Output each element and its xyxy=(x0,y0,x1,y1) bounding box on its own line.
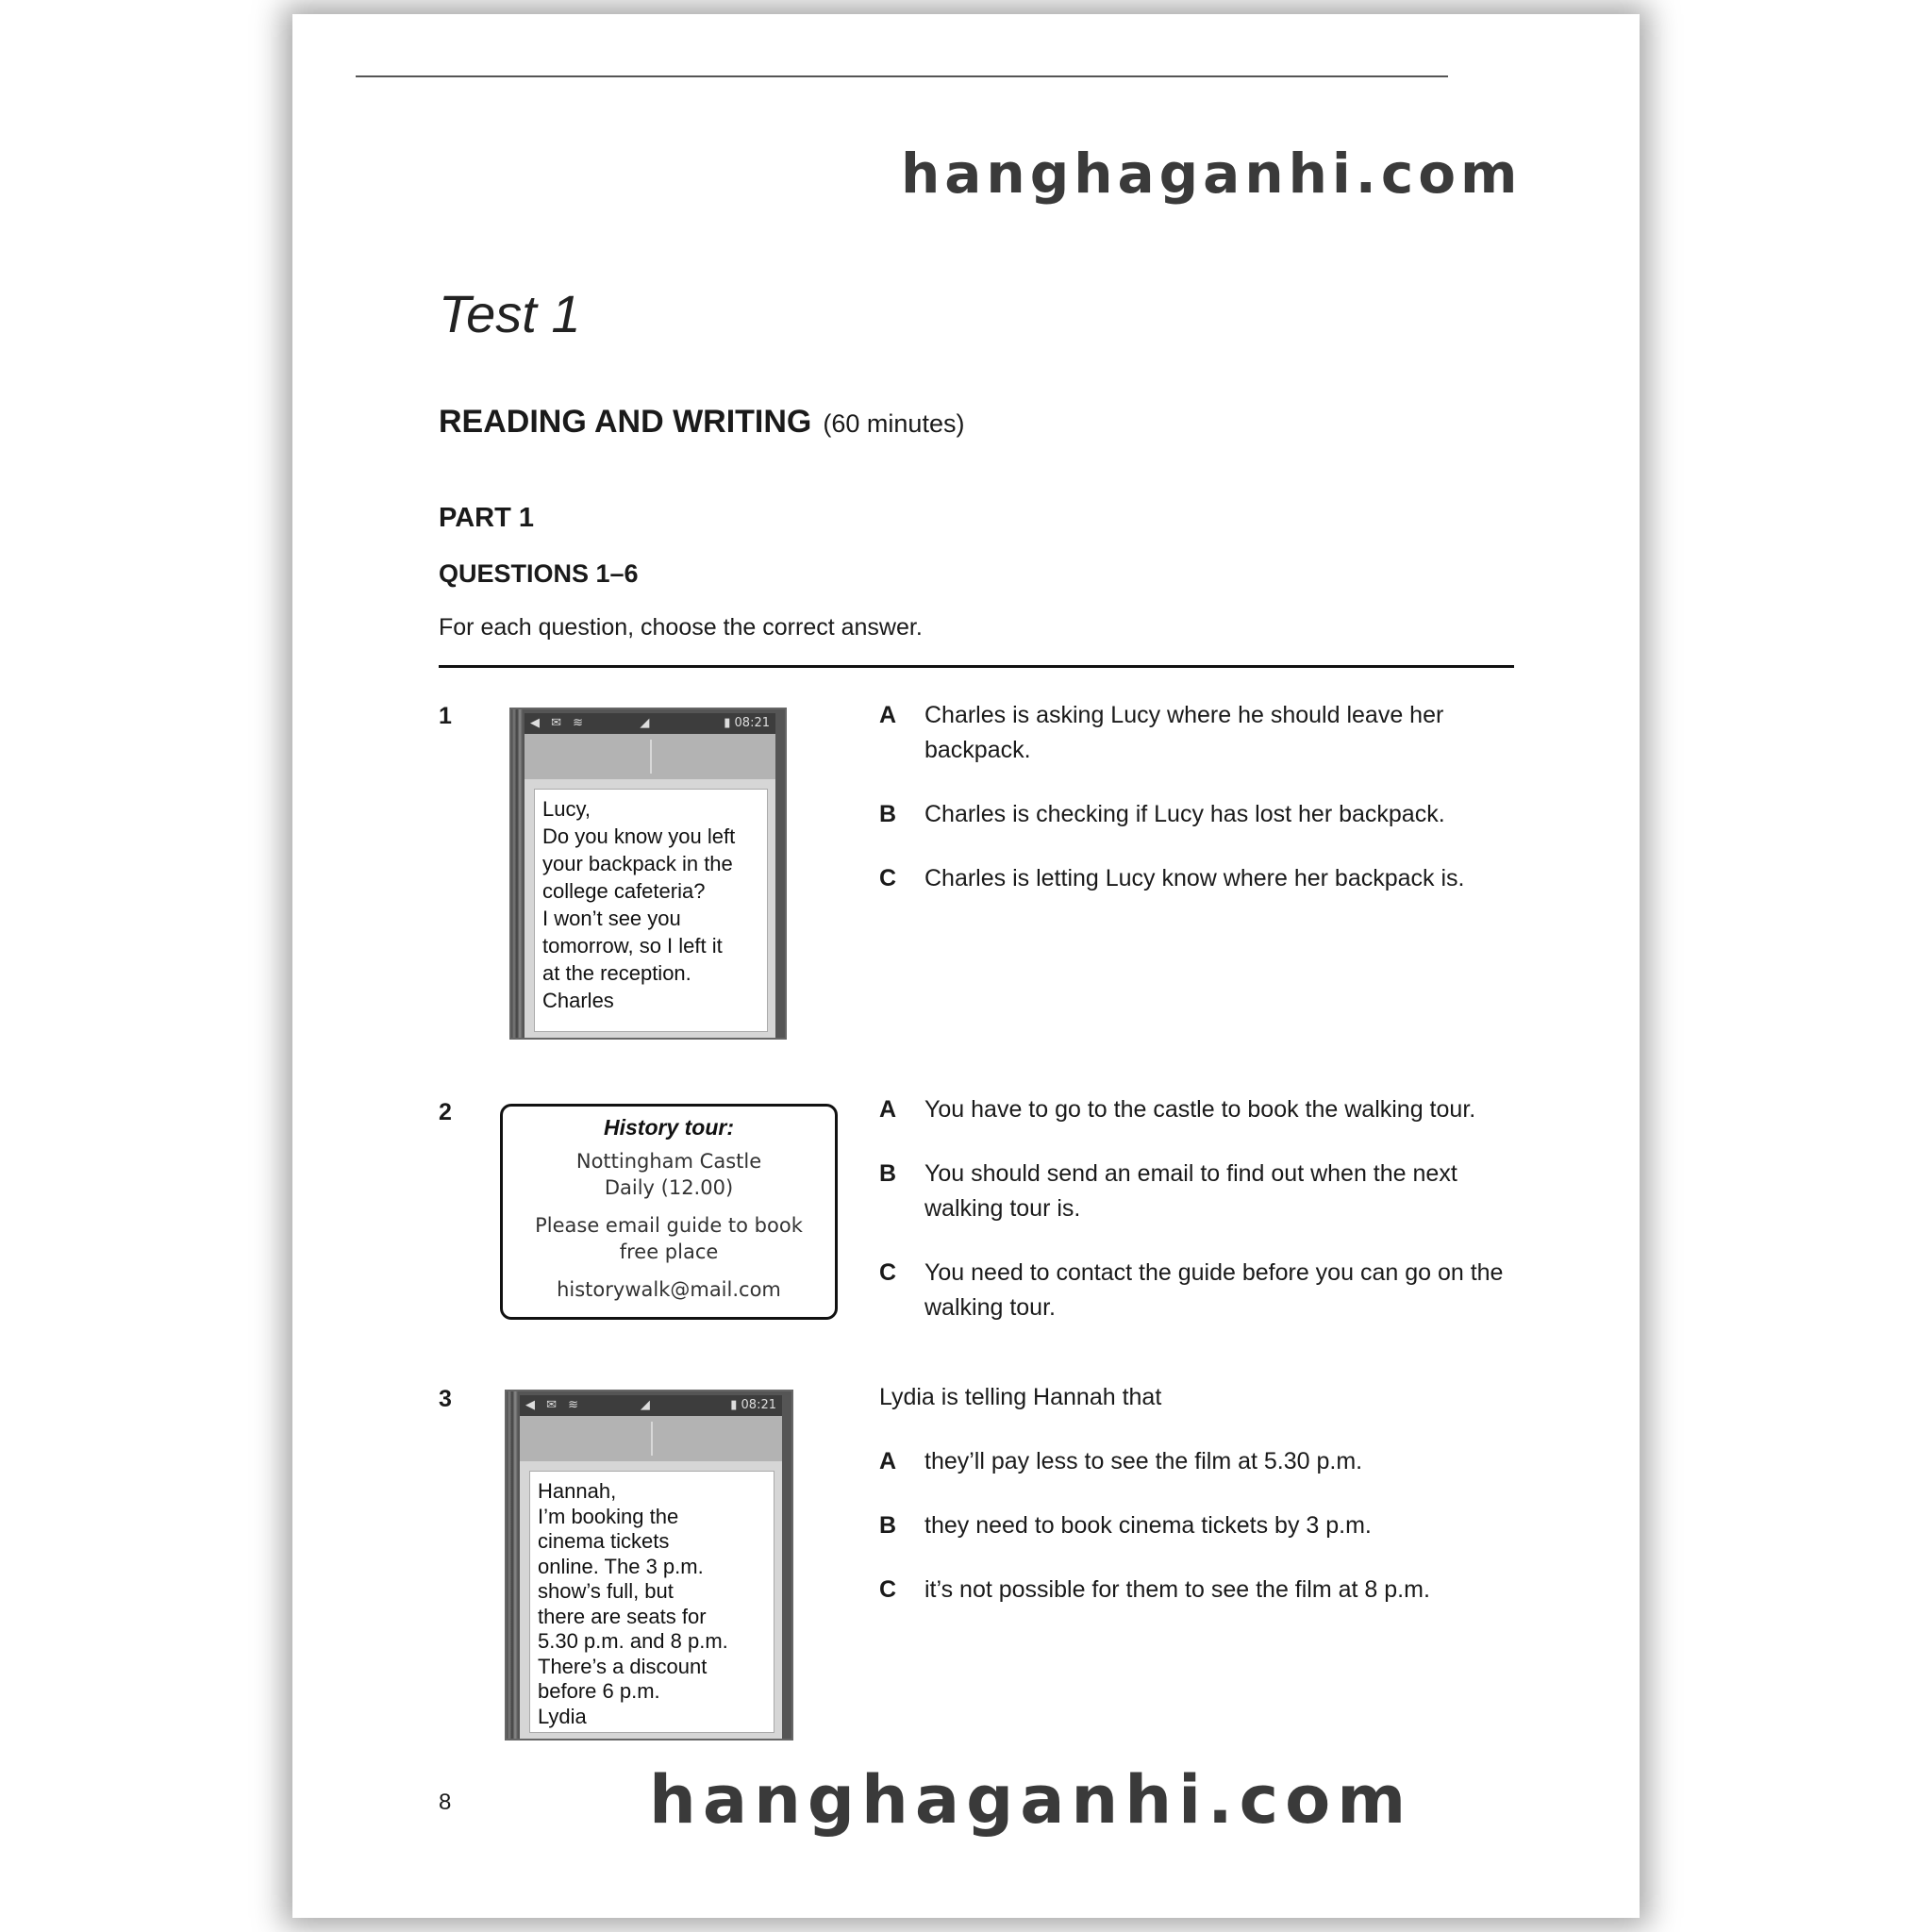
notice-line: Daily (12.00) xyxy=(604,1176,734,1199)
message-line: Do you know you left xyxy=(542,824,736,848)
answer-option-c[interactable]: C it’s not possible for them to see the film at 8 p.m. xyxy=(879,1576,1430,1603)
message-line: college cafeteria? xyxy=(542,879,706,903)
message-line: I won’t see you xyxy=(542,907,681,930)
answer-option-b[interactable]: B Charles is checking if Lucy has lost her backpack. xyxy=(879,801,1445,827)
answer-options xyxy=(879,1380,1521,1637)
phone-screen xyxy=(520,1461,782,1739)
message-line: at the reception. xyxy=(542,961,691,985)
phone-app-bar xyxy=(520,1416,782,1461)
status-time: ▮ 08:21 xyxy=(730,1398,776,1412)
message-line: there are seats for xyxy=(538,1604,707,1628)
notice-line: Nottingham Castle xyxy=(575,1150,762,1173)
section-title: READING AND WRITING xyxy=(439,404,812,440)
status-icons: ◀ ✉ ≋ xyxy=(525,1398,583,1412)
header-rule xyxy=(356,75,1448,77)
message-line: online. The 3 p.m. xyxy=(538,1554,704,1578)
question-stem: Lydia is telling Hannah that xyxy=(879,1384,1162,1410)
document-page xyxy=(292,14,1640,1918)
section-duration: (60 minutes) xyxy=(823,409,965,438)
question-number: 3 xyxy=(439,1386,452,1412)
question-number: 2 xyxy=(439,1099,452,1125)
page-number: 8 xyxy=(439,1790,452,1815)
phone-message-image xyxy=(505,1390,793,1740)
test-title: Test 1 xyxy=(439,284,581,343)
answer-option-c[interactable]: C Charles is letting Lucy know where her backpack is. xyxy=(879,865,1465,891)
message-line: Charles xyxy=(542,989,614,1012)
message-line: tomorrow, so I left it xyxy=(542,934,723,958)
section-heading xyxy=(439,404,964,441)
status-icons: ◀ ✉ ≋ xyxy=(530,716,588,730)
answer-option-a[interactable]: A they’ll pay less to see the film at 5.30 p.m. xyxy=(879,1448,1363,1474)
answer-options xyxy=(879,1092,1521,1355)
message-line: 5.30 p.m. and 8 p.m. xyxy=(538,1629,728,1653)
phone-status-bar xyxy=(520,1395,782,1416)
answer-option-a[interactable]: A Charles is asking Lucy where he should leave her backpack. xyxy=(879,702,1444,763)
phone-screen xyxy=(525,779,775,1038)
phone-message-image xyxy=(509,708,787,1040)
message-line: Hannah, xyxy=(538,1479,617,1503)
section-divider xyxy=(439,665,1514,668)
message-line: show’s full, but xyxy=(538,1579,674,1603)
question-number: 1 xyxy=(439,703,452,729)
notice-line: Please email guide to book xyxy=(535,1214,803,1237)
status-time: ▮ 08:21 xyxy=(724,716,770,730)
signal-icon: ◢ xyxy=(640,716,650,730)
answer-option-a[interactable]: A You have to go to the castle to book the walking tour. xyxy=(879,1096,1476,1123)
answer-option-b[interactable]: B they need to book cinema tickets by 3 p.m. xyxy=(879,1512,1372,1539)
message-line: Lydia xyxy=(538,1704,587,1728)
phone-app-bar xyxy=(525,734,775,779)
answer-options xyxy=(879,698,1521,925)
text-message xyxy=(529,1471,774,1733)
message-line: I’m booking the xyxy=(538,1504,679,1528)
signal-icon: ◢ xyxy=(640,1398,650,1412)
notice-line: free place xyxy=(619,1241,719,1263)
notice-card xyxy=(500,1104,838,1320)
notice-email: historywalk@mail.com xyxy=(557,1278,781,1301)
text-message xyxy=(534,789,768,1032)
notice-title: History tour: xyxy=(604,1115,734,1140)
message-line: before 6 p.m. xyxy=(538,1679,660,1703)
instructions: For each question, choose the correct answer. xyxy=(439,614,923,641)
watermark-top: hanghaganhi.com xyxy=(901,142,1523,206)
message-line: your backpack in the xyxy=(542,852,733,875)
answer-option-b[interactable]: B You should send an email to find out when the next walking tour is. xyxy=(879,1160,1457,1222)
message-line: cinema tickets xyxy=(538,1529,670,1553)
answer-option-c[interactable]: C You need to contact the guide before you can go on the walking tour. xyxy=(879,1259,1504,1321)
message-line: There’s a discount xyxy=(538,1654,708,1678)
watermark-bottom: hanghaganhi.com xyxy=(649,1761,1413,1839)
message-line: Lucy, xyxy=(542,797,591,821)
phone-status-bar xyxy=(525,713,775,734)
questions-title: QUESTIONS 1–6 xyxy=(439,559,639,588)
part-title: PART 1 xyxy=(439,503,534,533)
